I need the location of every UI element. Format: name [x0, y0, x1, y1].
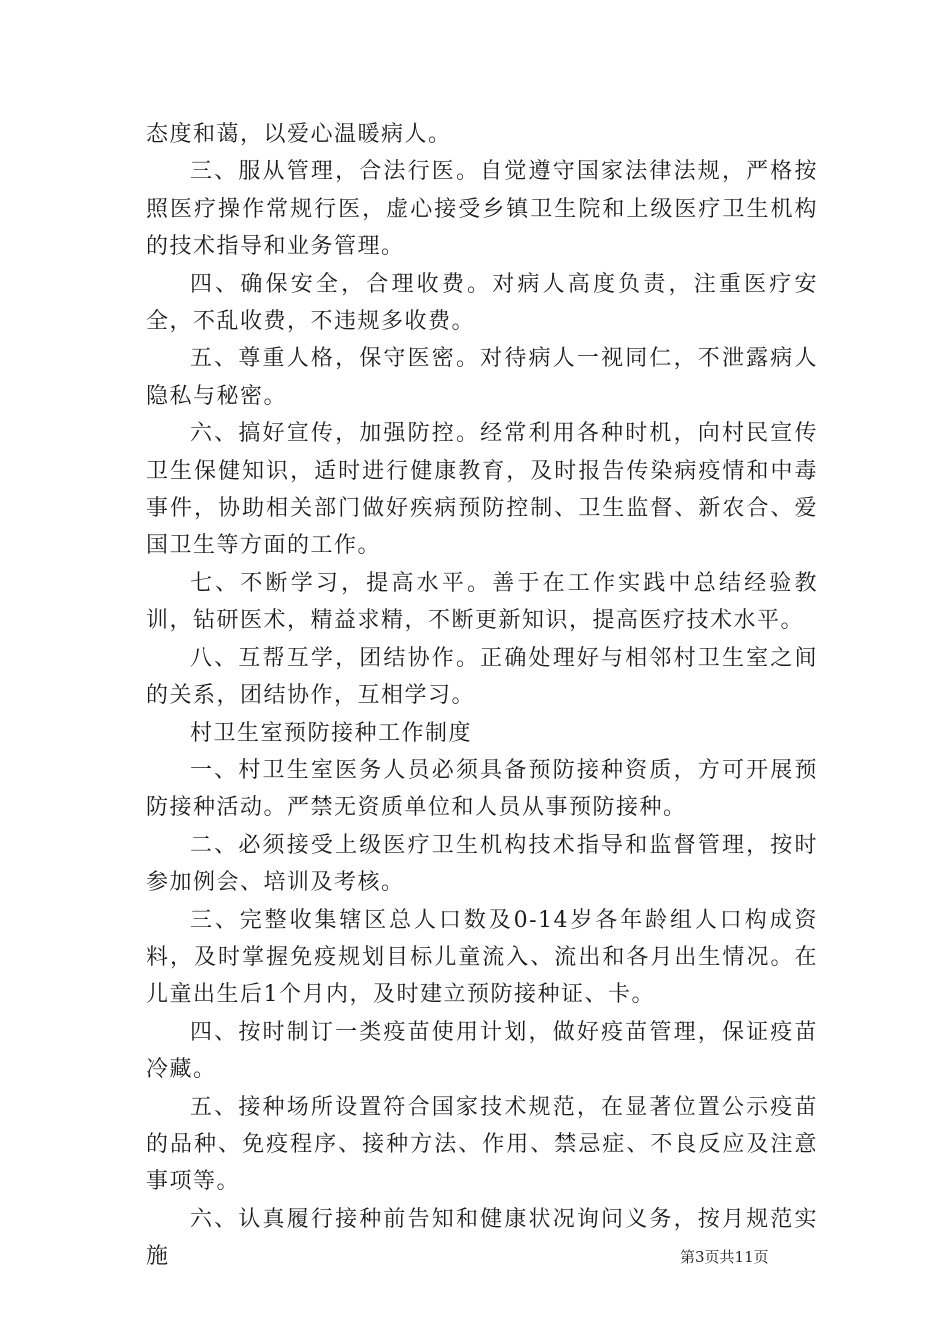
- paragraph-item-5: 五、尊重人格，保守医密。对待病人一视同仁，不泄露病人隐私与秘密。: [146, 346, 818, 409]
- rule-item-2: 二、必须接受上级医疗卫生机构技术指导和监督管理，按时参加例会、培训及考核。: [146, 832, 818, 896]
- rule-item-6: 六、认真履行接种前告知和健康状况询问义务，按月规范实施: [146, 1206, 818, 1270]
- rule-item-1: 一、村卫生室医务人员必须具备预防接种资质，方可开展预防接种活动。严禁无资质单位和人员从事预防接种。: [146, 757, 818, 821]
- paragraph-item-6: 六、搞好宣传，加强防控。经常利用各种时机，向村民宣传卫生保健知识，适时进行健康教育，及时报告传染病疫情和中毒事件，协助相关部门做好疾病预防控制、卫生监督、新农合、爱国卫生等方面的工作。: [146, 421, 818, 559]
- document-body: [146, 116, 818, 1276]
- page-number-footer: 第3页共11页: [680, 1248, 769, 1266]
- paragraph-item-8: 八、互帮互学，团结协作。正确处理好与相邻村卫生室之间的关系，团结协作，互相学习。: [146, 645, 818, 709]
- paragraph-item-7: 七、不断学习，提高水平。善于在工作实践中总结经验教训，钻研医术，精益求精，不断更新知识，提高医疗技术水平。: [146, 570, 818, 634]
- rule-item-4: 四、按时制订一类疫苗使用计划，做好疫苗管理，保证疫苗冷藏。: [146, 1019, 818, 1083]
- paragraph-item-3: 三、服从管理，合法行医。自觉遵守国家法律法规，严格按照医疗操作常规行医，虚心接受乡镇卫生院和上级医疗卫生机构的技术指导和业务管理。: [146, 159, 818, 260]
- paragraph-continuation: 态度和蔼，以爱心温暖病人。: [146, 122, 452, 147]
- section-heading: 村卫生室预防接种工作制度: [190, 720, 473, 746]
- rule-item-3: 三、完整收集辖区总人口数及0-14岁各年龄组人口构成资料，及时掌握免疫规划目标儿童流入、流出和各月出生情况。在儿童出生后1个月内，及时建立预防接种证、卡。: [146, 907, 818, 1008]
- rule-item-5: 五、接种场所设置符合国家技术规范，在显著位置公示疫苗的品种、免疫程序、接种方法、作用、禁忌症、不良反应及注意事项等。: [146, 1094, 818, 1195]
- paragraph-item-4: 四、确保安全，合理收费。对病人高度负责，注重医疗安全，不乱收费，不违规多收费。: [146, 271, 818, 335]
